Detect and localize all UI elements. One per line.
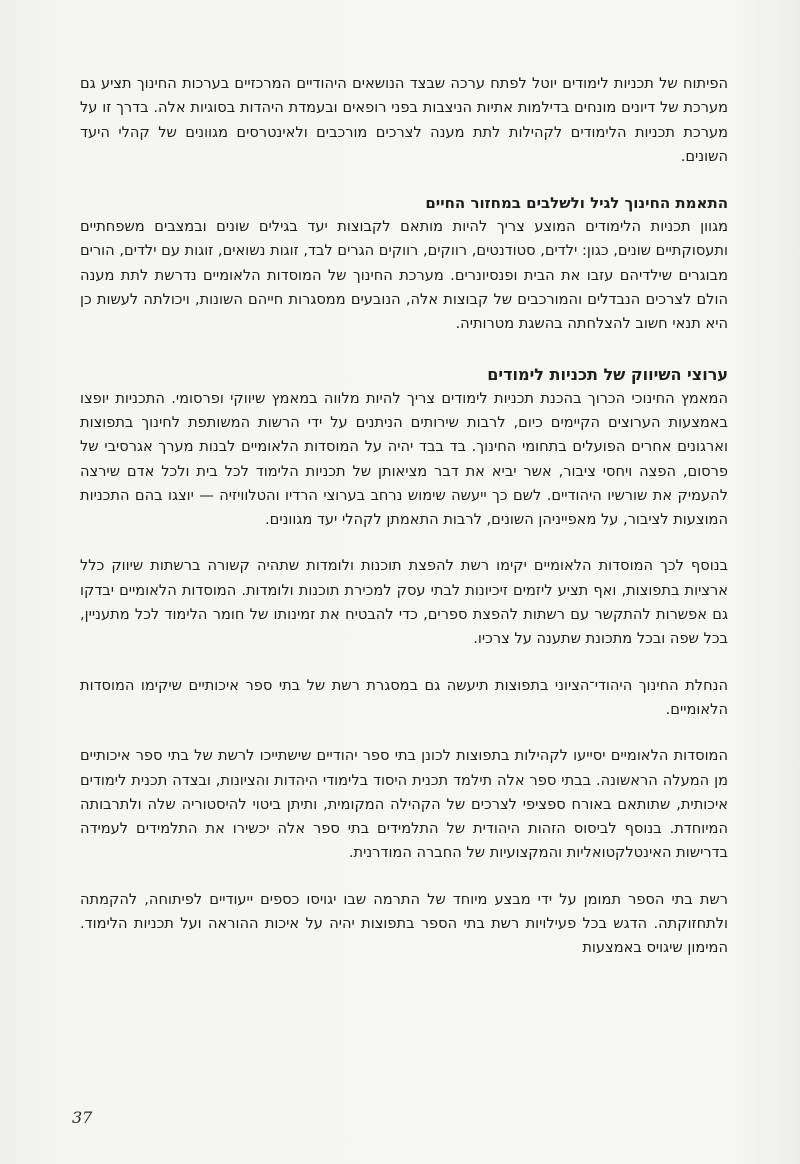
section-heading-marketing: ערוצי השיווק של תכניות לימודים <box>487 364 728 384</box>
page-body <box>80 72 728 983</box>
section-heading-life-cycle: התאמת החינוך לגיל ולשלבים במחזור החיים <box>425 194 728 213</box>
section-paragraph: הנחלת החינוך היהודי־הציוני בתפוצות תיעשה גם במסגרת רשת של בתי ספר איכותיים שיקימו המוסדות הלאומיים. <box>80 676 728 718</box>
section-paragraph: המוסדות הלאומיים יסייעו לקהילות בתפוצות לכונן בתי ספר יהודיים שישתייכו לרשת של בתי ספר איכותיים מן המעלה הראשונה. בבתי ספר אלה תילמד תכנית היסוד בלימודי היהדות והציונות, ובצדה תכנית לימודים איכותית, שתותאם באורח ספציפי לצרכים של הקהילה המקומית, ותיתן ביטוי להיסטוריה שלה ולתרבותה המיוחדת. בנוסף לביסוס הזהות היהודית של התלמידים בתי ספר אלה יכשירו את התלמידים לעמידה בדרישות האינטלקטואליות והמקצועיות של החברה המודרנית. <box>80 747 728 862</box>
page-number: 37 <box>72 1108 93 1127</box>
section-paragraph: המאמץ החינוכי הכרוך בהכנת תכניות לימודים צריך להיות מלווה במאמץ שיווקי ופרסומי. התכניות יופצו באמצעות הערוצים הקיימים כיום, לרבות שירותים הניתנים על ידי הרשות המשותפת לחינוך בתפוצות וארגונים אחרים הפועלים בתחומי החינוך. בד בבד יהיה על המוסדות הלאומיים לבנות מערך אגרסיבי של פרסום, הפצה ויחסי ציבור, אשר יביא את דבר מציאותן של תכניות הלימוד לכל בית ולכל אדם שירצה להעמיק את שורשיו היהודיים. לשם כך ייעשה שימוש נרחב בערוצי הרדיו והטלוויזיה — יוצגו בהם התכניות המוצעות לציבור, על מאפייניהן השונים, לרבות התאמתן לקהלי יעד מגוונים. <box>80 389 728 529</box>
section-paragraph: רשת בתי הספר תמומן על ידי מבצע מיוחד של התרמה שבו יגויסו כספים ייעודיים לפיתוחה, להקמתה ולתחזוקתה. הדגש בכל פעילויות רשת בתי הספר בתפוצות יהיה על איכות ההוראה ועל תכניות הלימוד. המימון שיגויס באמצעות <box>80 890 728 957</box>
section-paragraph: בנוסף לכך המוסדות הלאומיים יקימו רשת להפצת תוכנות ולומדות שתהיה קשורה ברשתות שיווק כלל ארציות בתפוצות, ואף תציע ליזמים זיכיונות לבתי עסק למכירת תוכנות ולומדות. המוסדות הלאומיים יבדקו גם אפשרות להתקשר עם רשתות להפצת ספרים, כדי להבטיח את זמינותו של חומר הלימוד לכל מתעניין, בכל שפה ובכל מתכונת שתענה על צרכיו. <box>80 557 728 648</box>
intro-paragraph: הפיתוח של תכניות לימודים יוטל לפתח ערכה שבצד הנושאים היהודיים המרכזיים בערכות החינוך תציע גם מערכת של דיונים מונחים בדילמות אתיות הניצבות בפני רופאים ובעמדת היהדות בסוגיות אלה. בדרך זו על מערכת תכניות הלימודים לקהילות לתת מענה לצרכים מורכבים ולאינטרסים מגוונים של קהלי היעד השונים. <box>80 75 728 165</box>
section-paragraph: מגוון תכניות הלימודים המוצע צריך להיות מותאם לקבוצות יעד בגילים שונים ובמצבים משפחתיים ותעסוקתיים שונים, כגון: ילדים, סטודנטים, רווקים, רווקים הגרים לבד, זוגות נשואים, זוגות עם ילדים, הורים מבוגרים שילדיהם עזבו את הבית ופנסיונרים. מערכת החינוך של המוסדות הלאומיים נדרשת לתת מענה הולם לצרכים הנבדלים והמורכבים של קבוצות אלה, הנובעים ממסגרות חייהם השונות, ויכולתה לעשות כן היא תנאי חשוב להצלחתה בהשגת מטרותיה. <box>80 218 728 333</box>
